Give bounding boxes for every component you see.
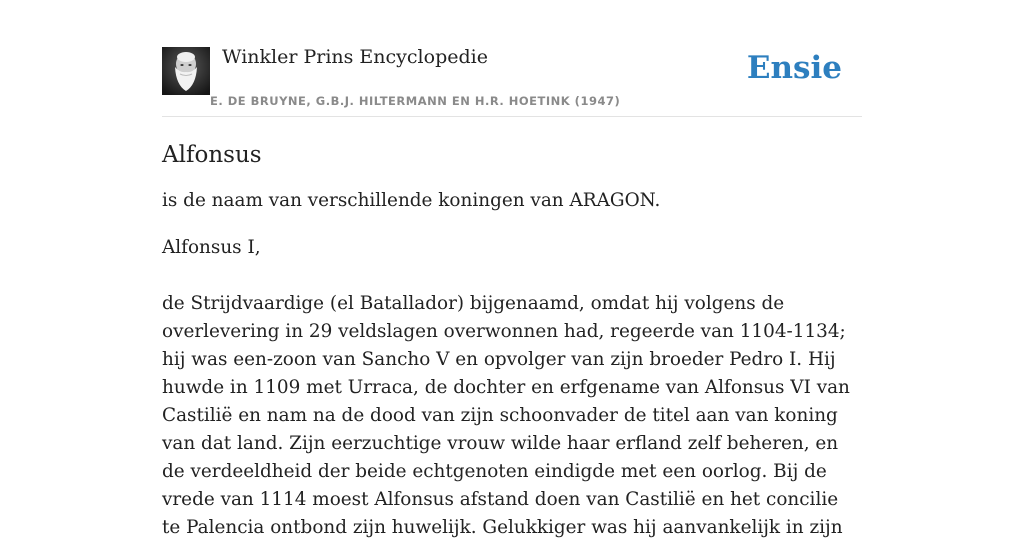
- article-intro: is de naam van verschillende koningen van ARAGON.: [162, 190, 661, 211]
- source-title[interactable]: Winkler Prins Encyclopedie: [222, 46, 488, 68]
- article-subheading: Alfonsus I,: [162, 237, 261, 258]
- article: [162, 139, 862, 542]
- source-header: [162, 40, 862, 117]
- article-title: Alfonsus: [162, 142, 262, 168]
- brand-logo[interactable]: Ensie: [746, 50, 842, 86]
- bearded-man-portrait-icon: [162, 47, 210, 95]
- author-avatar[interactable]: [162, 47, 210, 95]
- source-authors: E. DE BRUYNE, G.B.J. HILTERMANN EN H.R. HOETINK (1947): [210, 94, 621, 108]
- article-body: de Strijdvaardige (el Batallador) bijgenaamd, omdat hij volgens de overlevering in 29 veldslagen overwonnen had, regeerde van 1104-1134; hij was een-zoon van Sancho V en opvolger van zijn broeder Pedro I. Hij huwde in 1109 met Urraca, de dochter en erfgename van Alfonsus VI van Castilië en nam na de dood van zijn schoonvader de titel aan van koning van dat land. Zijn eerzuchtige vrouw wilde haar erfland zelf beheren, en de verdeeldheid der beide echtgenoten eindigde met een oorlog. Bij de vrede van 1114 moest Alfonsus afstand doen van Castilië en het concilie te Palencia ontbond zijn huwelijk. Gelukkiger was hij aanvankelijk in zijn: [162, 293, 850, 538]
